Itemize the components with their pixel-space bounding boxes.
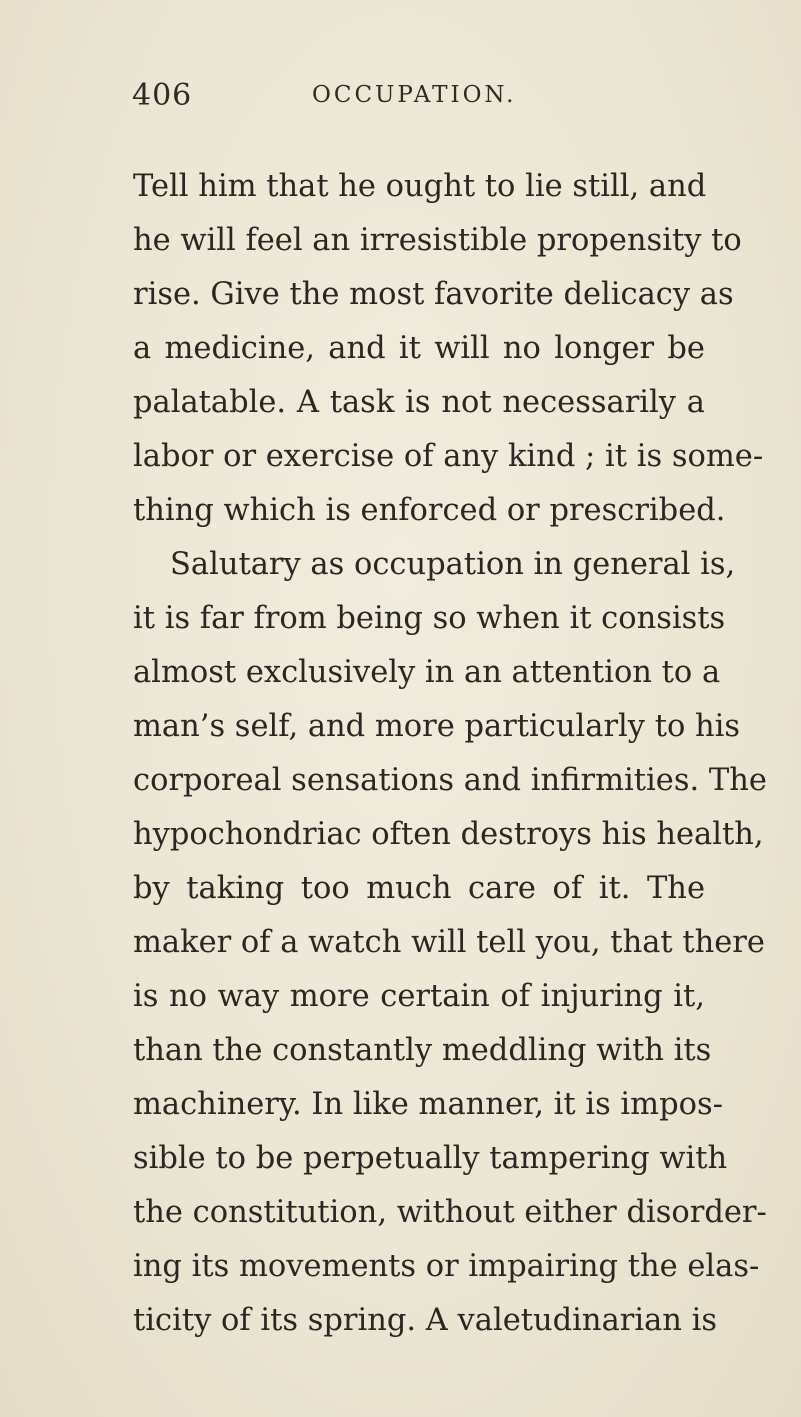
- running-title: OCCUPATION.: [312, 82, 517, 108]
- text-line: the constitution, without either disorder-: [133, 1195, 767, 1230]
- text-line: he will feel an irresistible propensity to: [133, 223, 742, 258]
- text-line: palatable. A task is not necessarily a: [133, 385, 705, 420]
- text-line: machinery. In like manner, it is impos-: [133, 1087, 723, 1122]
- text-line: ticity of its spring. A valetudinarian is: [133, 1303, 718, 1338]
- text-line: hypochondriac often destroys his health,: [133, 817, 764, 852]
- text-line: Tell him that he ought to lie still, and: [133, 169, 707, 204]
- text-line: sible to be perpetually tampering with: [133, 1141, 728, 1176]
- text-line: is no way more certain of injuring it,: [133, 979, 705, 1014]
- text-line: it is far from being so when it consists: [133, 601, 726, 636]
- text-line: by taking too much care of it. The: [133, 871, 705, 906]
- running-head: [132, 78, 722, 118]
- text-line: thing which is enforced or prescribed.: [133, 493, 726, 528]
- text-line: a medicine, and it will no longer be: [133, 331, 705, 366]
- text-line: maker of a watch will tell you, that there: [133, 925, 765, 960]
- body-text: [133, 160, 767, 1348]
- text-line: ing its movements or impairing the elas-: [133, 1249, 760, 1284]
- text-line: almost exclusively in an attention to a: [133, 655, 721, 690]
- page-number: 406: [132, 78, 193, 113]
- text-line: than the constantly meddling with its: [133, 1033, 712, 1068]
- text-line: corporeal sensations and infirmities. The: [133, 763, 767, 798]
- text-line: Salutary as occupation in general is,: [170, 547, 736, 582]
- text-line: rise. Give the most favorite delicacy as: [133, 277, 734, 312]
- text-line: man’s self, and more particularly to his: [133, 709, 741, 744]
- text-line: labor or exercise of any kind ; it is some-: [133, 439, 764, 474]
